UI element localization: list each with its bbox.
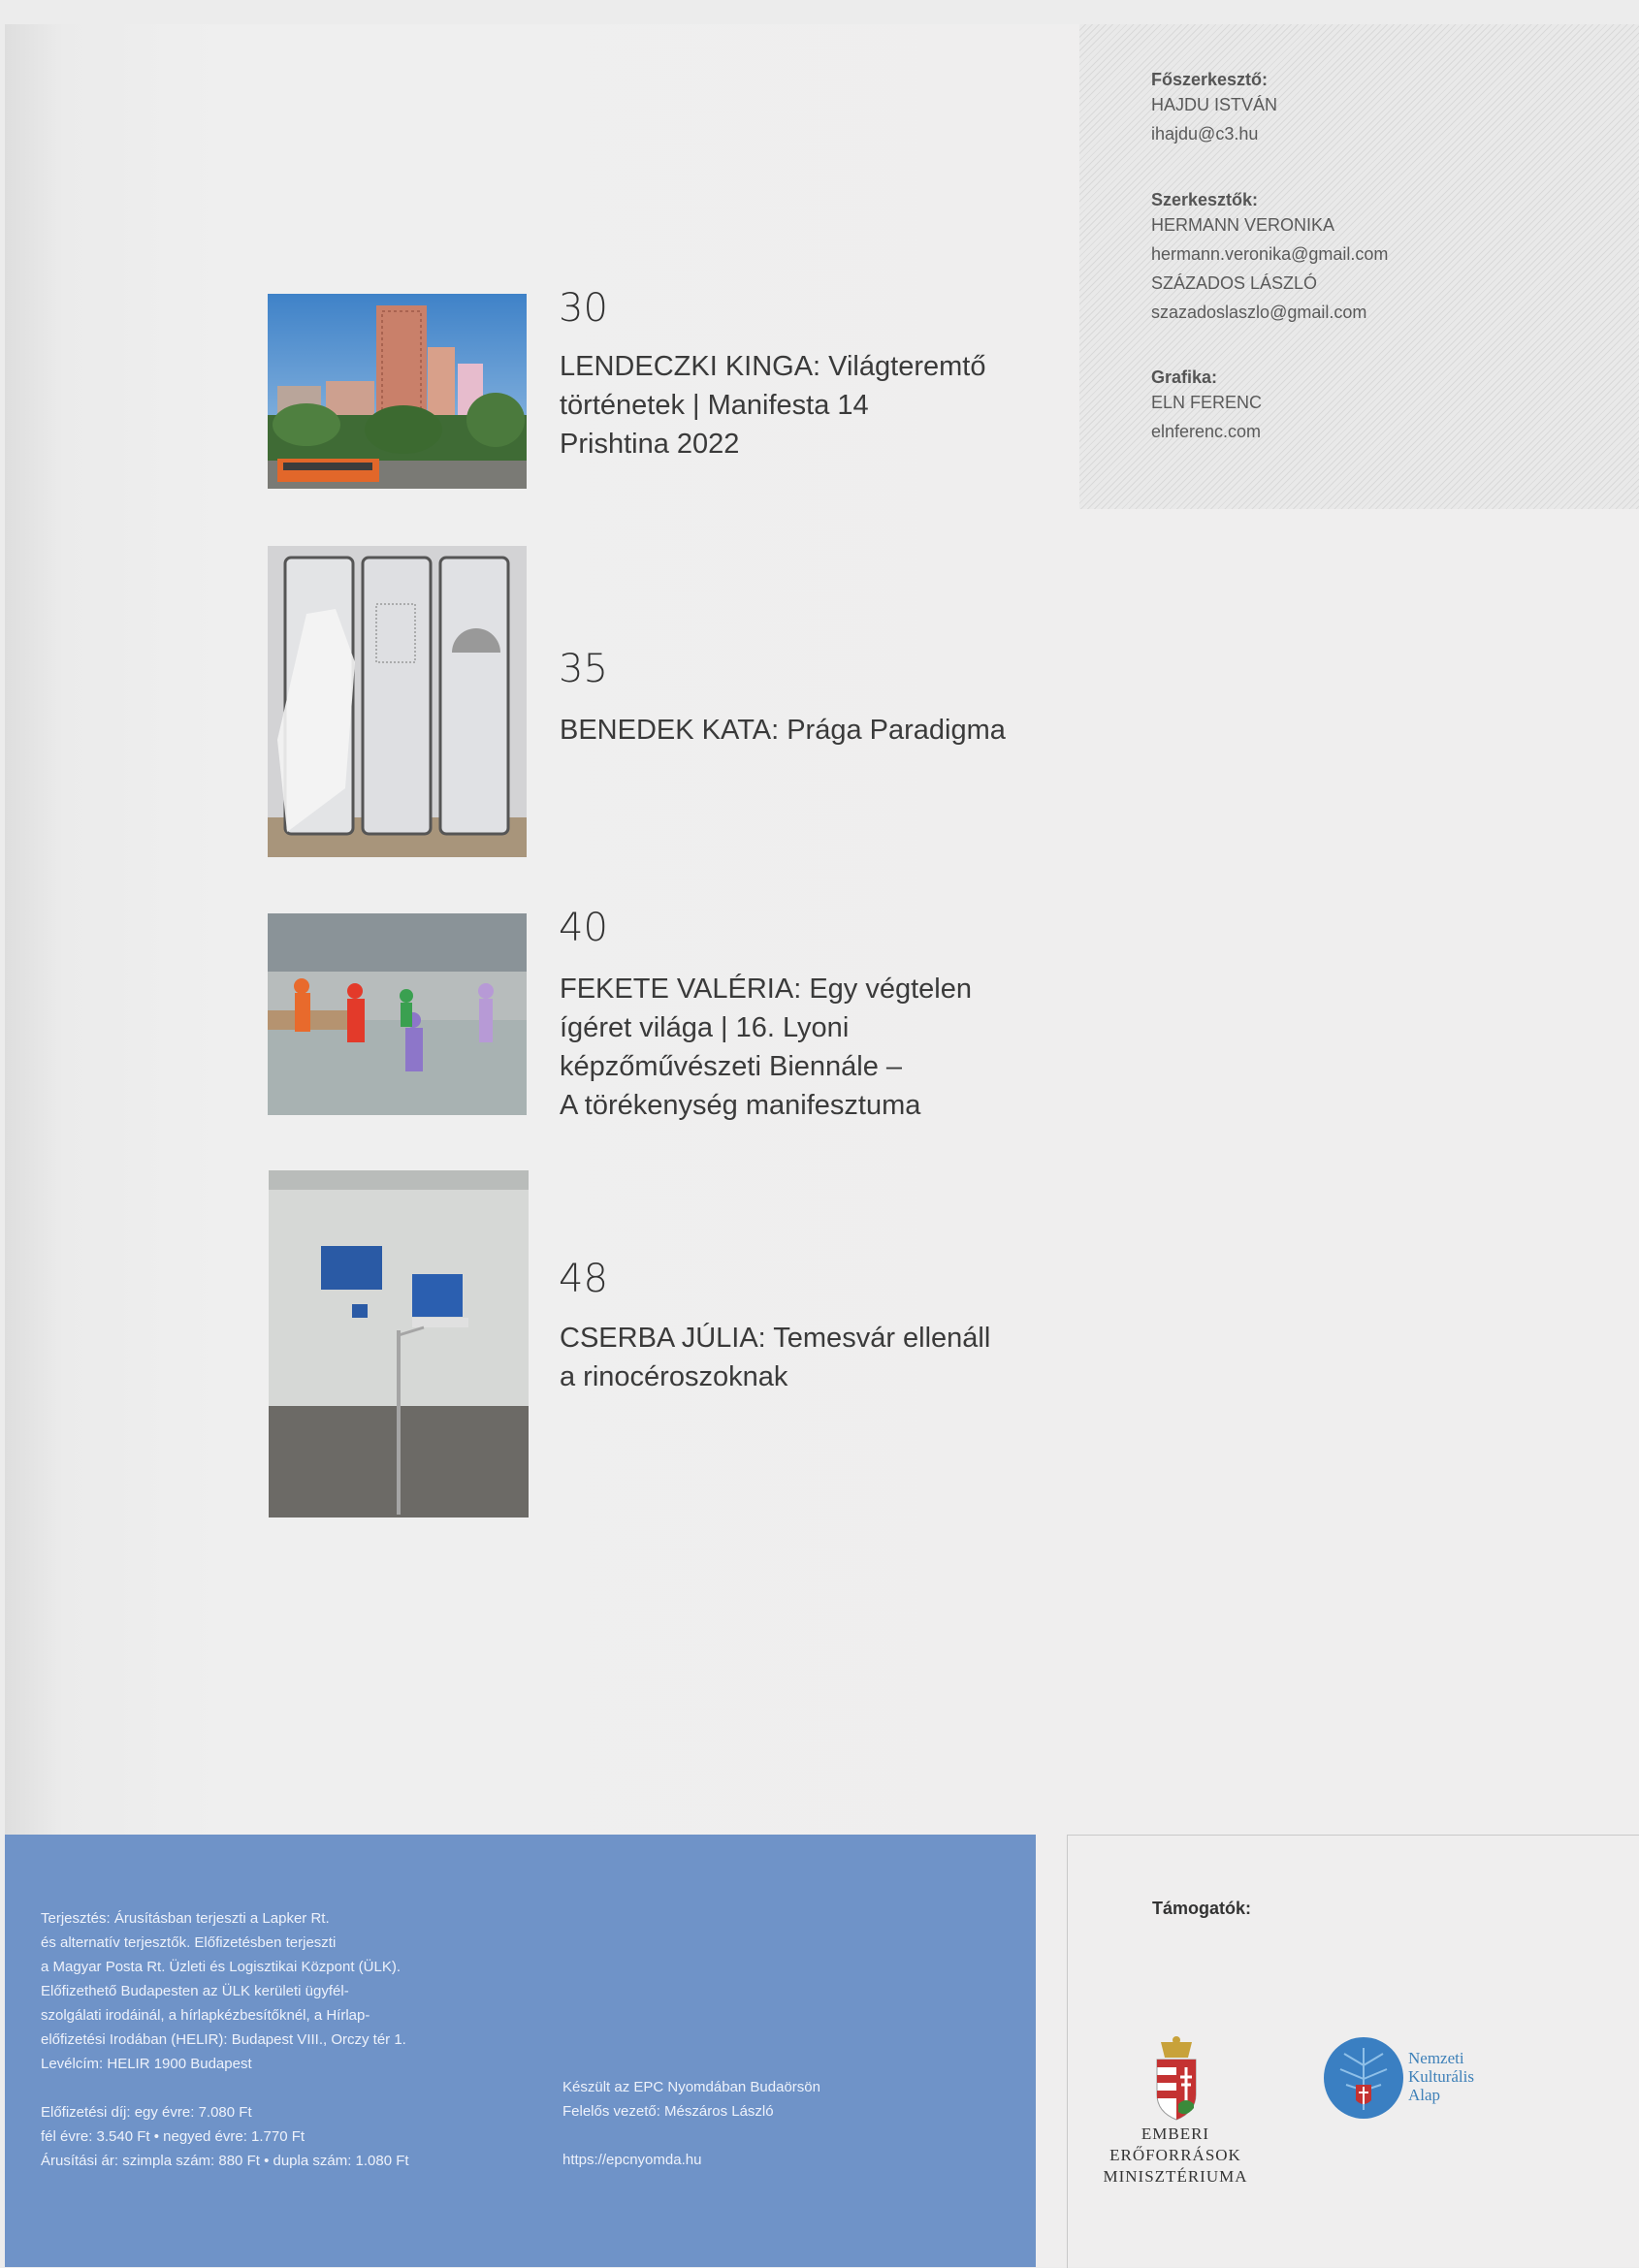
nka-line: Alap: [1408, 2086, 1441, 2104]
editor1-email: hermann.veronika@gmail.com: [1151, 244, 1389, 264]
article-photo-lyon: [268, 913, 527, 1115]
title-line: képzőművészeti Biennále –: [560, 1051, 903, 1082]
title-line: történetek | Manifesta 14: [560, 390, 869, 421]
masthead-graphics: [1151, 367, 1262, 446]
nka-line: Kulturális: [1408, 2067, 1474, 2086]
editor2-name: SZÁZADOS LÁSZLÓ: [1151, 273, 1318, 293]
graphics-name: ELN FERENC: [1151, 393, 1263, 412]
article-photo-prague: [268, 546, 527, 857]
title-line: BENEDEK KATA: Prága Paradigma: [560, 715, 1006, 746]
article-photo-timisoara: [269, 1170, 529, 1517]
graphics-label: Grafika:: [1151, 367, 1218, 387]
printer-url-link[interactable]: https://epcnyomda.hu: [562, 2152, 702, 2168]
nka-tree-icon: [1323, 2036, 1404, 2124]
contents-article-title: [560, 970, 972, 1125]
contents-page-number: 30: [559, 286, 608, 331]
contents-page-number: 48: [559, 1257, 608, 1301]
distribution-info: [41, 1906, 406, 2076]
nka-line: Nemzeti: [1408, 2049, 1464, 2067]
editor-in-chief-email: ihajdu@c3.hu: [1151, 124, 1259, 144]
contents-page-number: 35: [559, 647, 608, 691]
distribution-line: Levélcím: HELIR 1900 Budapest: [41, 2056, 252, 2072]
editor-in-chief-name: HAJDU ISTVÁN: [1151, 95, 1278, 114]
title-line: a rinocéroszoknak: [560, 1361, 788, 1392]
printer-info: [562, 2075, 820, 2172]
title-line: ígéret világa | 16. Lyoni: [560, 1012, 850, 1043]
masthead-editor-in-chief: [1151, 70, 1277, 148]
editor-in-chief-label: Főszerkesztő:: [1151, 70, 1269, 89]
title-line: LENDECZKI KINGA: Világteremtő: [560, 351, 986, 382]
emmi-line: MINISZTÉRIUMA: [1103, 2167, 1248, 2186]
price-line: Előfizetési díj: egy évre: 7.080 Ft: [41, 2104, 252, 2121]
contents-article-title: [560, 347, 985, 463]
distribution-line: a Magyar Posta Rt. Üzleti és Logisztikai Központ (ÜLK).: [41, 1959, 401, 1975]
article-photo-prishtina: [268, 294, 527, 489]
title-line: A törékenység manifesztuma: [560, 1090, 921, 1121]
sponsors-label: Támogatók:: [1152, 1899, 1252, 1918]
editor1-name: HERMANN VERONIKA: [1151, 215, 1335, 235]
emmi-logo-text: [1078, 2124, 1272, 2188]
graphics-web: elnferenc.com: [1151, 422, 1262, 441]
subscription-prices: [41, 2100, 409, 2173]
editor2-email: szazadoslaszlo@gmail.com: [1151, 303, 1367, 322]
distribution-line: Terjesztés: Árusításban terjeszti a Lapker Rt.: [41, 1910, 330, 1927]
contents-page-number: 40: [559, 906, 608, 950]
masthead-editors: [1151, 190, 1388, 327]
printer-line: Készült az EPC Nyomdában Budaörsön: [562, 2079, 820, 2095]
contents-article-title: [560, 711, 1006, 750]
title-line: FEKETE VALÉRIA: Egy végtelen: [560, 974, 972, 1005]
contents-article-title: [560, 1319, 990, 1396]
distribution-line: szolgálati irodáinál, a hírlapkézbesítőknél, a Hírlap-: [41, 2007, 370, 2024]
price-line: Árusítási ár: szimpla szám: 880 Ft • dupla szám: 1.080 Ft: [41, 2153, 409, 2169]
price-line: fél évre: 3.540 Ft • negyed évre: 1.770 Ft: [41, 2128, 305, 2145]
distribution-line: és alternatív terjesztők. Előfizetésben terjeszti: [41, 1934, 337, 1951]
editors-label: Szerkesztők:: [1151, 190, 1259, 209]
nka-logo-text: [1408, 2049, 1474, 2104]
distribution-line: Előfizethető Budapesten az ÜLK kerületi ügyfél-: [41, 1983, 349, 1999]
title-line: Prishtina 2022: [560, 429, 740, 460]
distribution-line: előfizetési Irodában (HELIR): Budapest VIII., Orczy tér 1.: [41, 2031, 406, 2048]
title-line: CSERBA JÚLIA: Temesvár ellenáll: [560, 1323, 991, 1354]
emmi-crest-icon: [1149, 2034, 1204, 2126]
emmi-line: EMBERI ERŐFORRÁSOK: [1109, 2124, 1241, 2164]
printer-line: Felelős vezető: Mészáros László: [562, 2103, 774, 2120]
